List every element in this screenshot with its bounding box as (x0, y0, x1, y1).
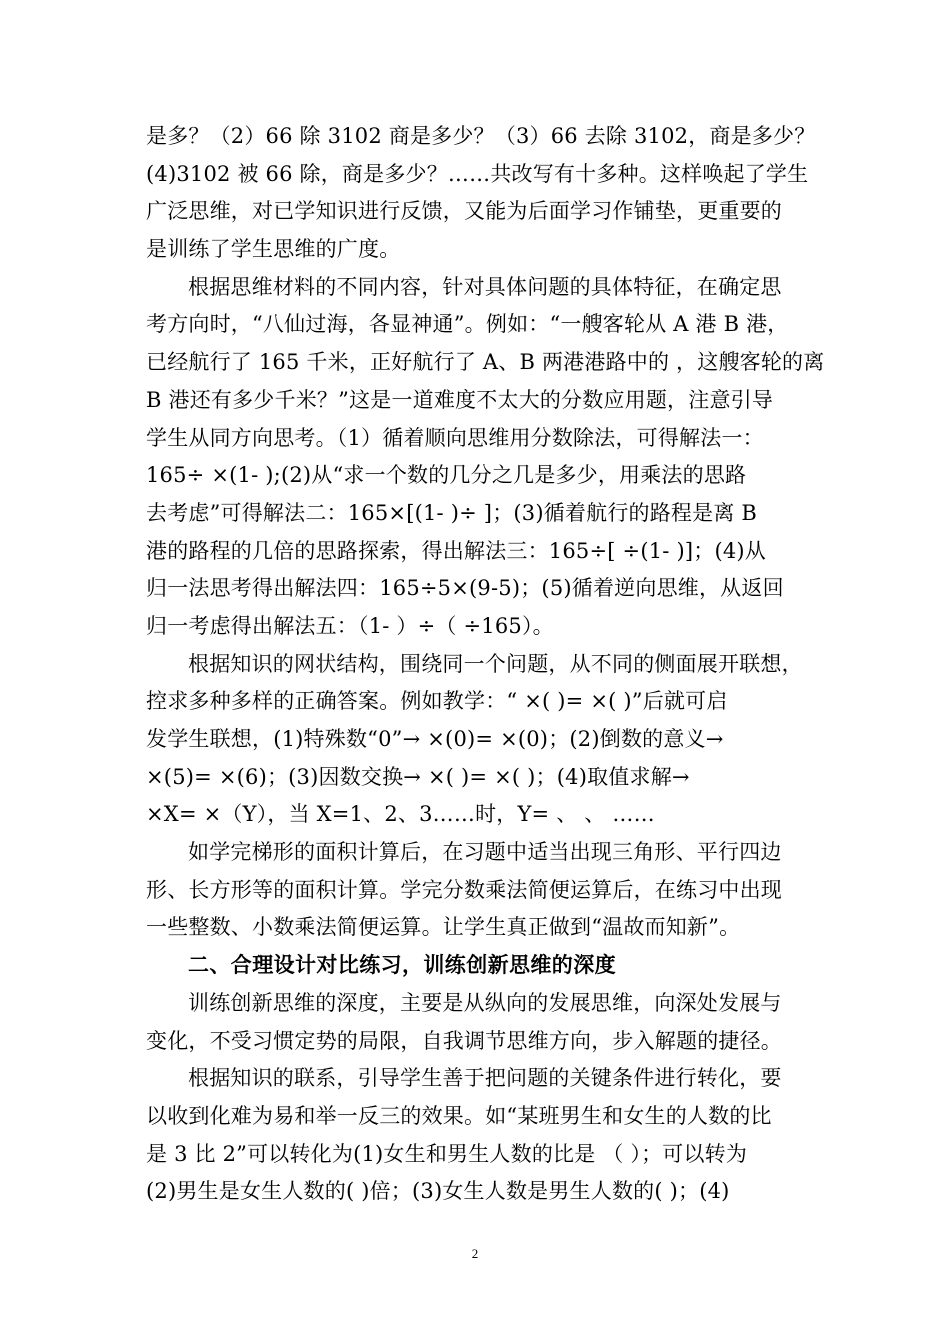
paragraph-first-line: 根据知识的网状结构，围绕同一个问题，从不同的侧面展开联想， (188, 651, 803, 676)
paragraph-first-line: 根据知识的联系，引导学生善于把问题的关键条件进行转化，要 (188, 1066, 782, 1091)
text-line: 发学生联想，(1)特殊数“0”→ ×(0)= ×(0)；(2)倒数的意义→ (146, 727, 724, 751)
paragraph-first-line: 根据思维材料的不同内容，针对具体问题的具体特征，在确定思 (188, 274, 782, 299)
text-line: 考方向时，“八仙过海，各显神通”。例如：“一艘客轮从 A 港 B 港， (146, 312, 789, 337)
text-line: ×X= ×（Y），当 X=1、2、3……时，Y= 、 、 …… (146, 802, 655, 827)
text-line: 一些整数、小数乘法简便运算。让学生真正做到“温故而知新”。 (146, 915, 741, 940)
text-line: 是 3 比 2”可以转化为(1)女生和男生人数的比是 （ ）；可以转为 (146, 1141, 748, 1166)
text-line: 控求多种多样的正确答案。例如教学：“ ×( )= ×( )”后就可启 (146, 689, 728, 714)
text-line: 学生从同方向思考。（1）循着顺向思维用分数除法，可得解法一： (146, 425, 764, 450)
paragraph-first-line: 训练创新思维的深度，主要是从纵向的发展思维，向深处发展与 (188, 990, 782, 1015)
text-line: 是训练了学生思维的广度。 (146, 237, 401, 262)
text-line: ×(5)= ×(6)；(3)因数交换→ ×( )= ×( )；(4)取值求解→ (146, 764, 690, 789)
text-line: 165÷ ×(1- );(2)从“求一个数的几分之几是多少，用乘法的思路 (146, 463, 747, 488)
text-line: 港的路程的几倍的思路探索，得出解法三：165÷[ ÷(1- )]；(4)从 (146, 538, 766, 563)
text-line: 归一考虑得出解法五：（1- ）÷（ ÷165）。 (146, 613, 554, 638)
text-line: 去考虑”可得解法二：165×[(1- )÷ ]；(3)循着航行的路程是离 B (146, 500, 758, 525)
section-heading: 二、合理设计对比练习，训练创新思维的深度 (188, 953, 616, 978)
page-number: 2 (471, 1246, 479, 1261)
text-line: 归一法思考得出解法四：165÷5×(9-5)；(5)循着逆向思维，从返回 (146, 576, 784, 601)
text-line: 变化，不受习惯定势的局限，自我调节思维方向，步入解题的捷径。 (146, 1028, 782, 1053)
text-line: (4)3102 被 66 除，商是多少？……共改写有十多种。这样唤起了学生 (146, 161, 809, 186)
text-line: 已经航行了 165 千米，正好航行了 A、B 两港港路中的 ，这艘客轮的离 (146, 350, 825, 375)
text-line: (2)男生是女生人数的( )倍；(3)女生人数是男生人数的( )；(4) (146, 1179, 730, 1204)
text-line: 形、长方形等的面积计算。学完分数乘法简便运算后，在练习中出现 (146, 877, 782, 902)
text-line: 是多？（2）66 除 3102 商是多少？（3）66 去除 3102，商是多少？ (146, 124, 816, 148)
paragraph-first-line: 如学完梯形的面积计算后，在习题中适当出现三角形、平行四边 (188, 840, 782, 865)
body-text (146, 118, 825, 1211)
text-line: 广泛思维，对已学知识进行反馈，又能为后面学习作铺垫，更重要的 (146, 199, 782, 224)
text-line: B 港还有多少千米？”这是一道难度不太大的分数应用题，注意引导 (146, 387, 774, 412)
text-line: 以收到化难为易和举一反三的效果。如“某班男生和女生的人数的比 (146, 1103, 772, 1128)
